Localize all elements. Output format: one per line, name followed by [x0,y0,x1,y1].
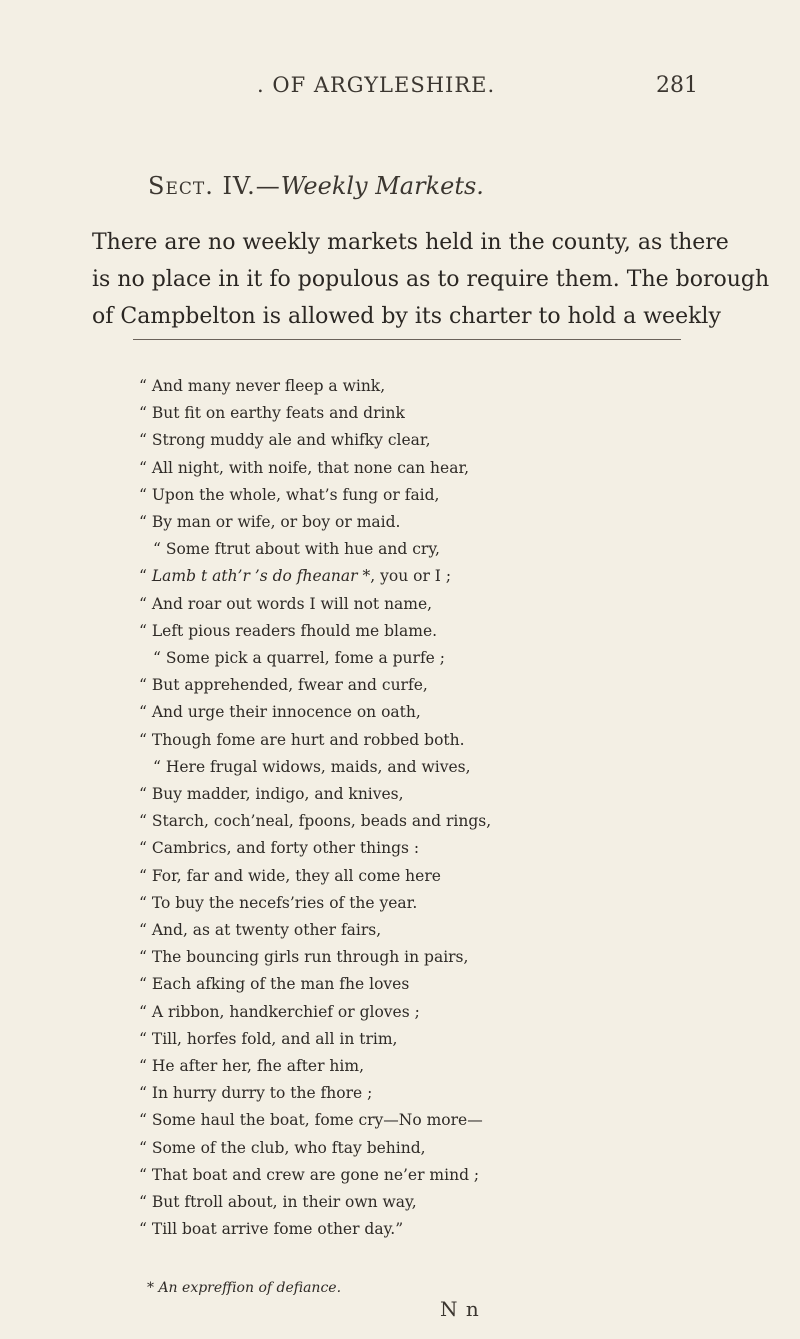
verse-line: “ Though fome are hurt and robbed both. [139,730,465,749]
verse-line: “ The bouncing girls run through in pairs, [139,948,469,967]
signature-mark: N n [440,1297,480,1321]
footnote: * An expreffion of defiance. [147,1280,342,1296]
verse-line: “ And urge their innocence on oath, [139,703,421,722]
verse-line: “ Upon the whole, what’s fung or faid, [139,485,440,504]
verse-line: “ Here frugal widows, maids, and wives, [153,757,471,776]
verse-line: “ In hurry durry to the fhore ; [139,1084,373,1103]
verse-line: “ Some ftrut about with hue and cry, [153,540,440,559]
verse-line: “ And, as at twenty other fairs, [139,921,382,940]
verse-line: “ Till, horfes fold, and all in trim, [139,1029,398,1048]
section-heading [148,172,484,200]
verse-line: “ Some of the club, who ftay behind, [139,1138,426,1157]
verse-line: “ But apprehended, fwear and curfe, [139,676,428,695]
verse-line: “ That boat and crew are gone ne’er mind ; [139,1165,480,1184]
body-paragraph [92,224,770,335]
body-line: is no place in it fo populous as to require them. The borough [92,267,770,292]
verse-line [139,563,679,590]
verse-line: “ Cambrics, and forty other things : [139,839,420,858]
verse-line: “ For, far and wide, they all come here [139,866,441,885]
verse-line: “ And many never fleep a wink, [139,377,386,395]
verse-line: “ Left pious readers fhould me blame. [139,621,438,640]
verse-line: “ By man or wife, or boy or maid. [139,513,401,532]
verse-line: “ Some pick a quarrel, fome a purfe ; [153,649,446,668]
verse-line-prefix: “ [139,567,152,586]
verse-line: “ He after her, fhe after him, [139,1057,364,1076]
verse-block [139,373,679,1244]
verse-line: “ Till boat arrive fome other day.” [139,1220,404,1239]
verse-line: “ To buy the necefs’ries of the year. [139,893,418,912]
verse-line: “ All night, with noife, that none can hear, [139,458,470,477]
running-title: . OF ARGYLESHIRE. [257,73,496,97]
section-label: Sect. IV.— [148,172,281,200]
verse-line: “ Starch, coch’neal, fpoons, beads and rings, [139,812,492,831]
verse-line: “ Each afking of the man fhe loves [139,975,410,994]
verse-line: “ Some haul the boat, fome cry—No more— [139,1111,483,1130]
body-line: There are no weekly markets held in the county, as there [92,230,729,255]
page-number: 281 [656,73,698,98]
verse-line: “ Buy madder, indigo, and knives, [139,785,404,804]
section-title: Weekly Markets. [280,172,484,200]
footnote-rule [133,339,681,340]
verse-line: “ But fit on earthy feats and drink [139,404,405,423]
running-head [0,73,800,113]
body-line: of Campbelton is allowed by its charter to hold a weekly [92,304,721,329]
verse-line: “ But ftroll about, in their own way, [139,1193,417,1212]
verse-line: “ A ribbon, handkerchief or gloves ; [139,1002,420,1021]
verse-italic-phrase: Lamb t ath’r ’s do fheanar [151,567,358,586]
verse-line: “ And roar out words I will not name, [139,594,433,613]
verse-line: “ Strong muddy ale and whifky clear, [139,431,431,450]
verse-line-suffix: *, you or I ; [357,567,452,586]
